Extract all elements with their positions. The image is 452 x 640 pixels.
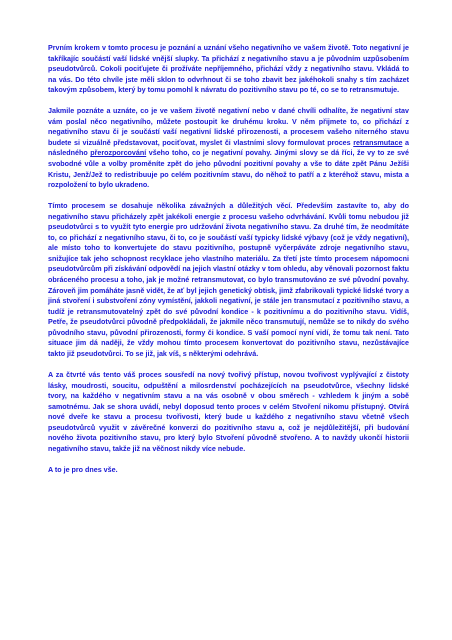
paragraph-2 (48, 106, 409, 190)
paragraph-1: Prvním krokem v tomto procesu je poznání a uznání všeho negativního ve vašem životě. Toto negativní je takříkajíc součástí vaší lidské vnější slupky. Ta přichází z negativního stavu a je původním uzpůsobením pseudotvůrců. Cokoli pociťujete či prožíváte nepříjemného, přichází vždy z negativního stavu. Vkládá to na vás. Do této chvíle jste měli sklon to odvrhnout či se toho zbavit bez jakéhokoli snahy s tím zacházet takovým způsobem, který by tomu pomohl k návratu do pozitivního stavu po té, co se to retransmutuje. (48, 44, 409, 95)
paragraph-3: Tímto procesem se dosahuje několika závažných a důležitých věcí. Především zastavíte to, aby do negativního stavu přicházely zpět jakékoli energie z procesu vašeho odvrhávání. Kvůli tomu nebudou již pseudotvůrci s to využít tyto energie pro udržování života negativního stavu. Za druhé tím, že neodmítáte to, co přichází z negativního stavu, či to, co je součástí vaší typicky lidské výbavy (což je vždy negativní), ale místo toho to konvertujete do stavu pozitivního, postupně vyčerpáváte zdroje negativního stavu, snižujíce tak jeho schopnost recyklace jeho vlastního materiálu. Za třetí jste tímto procesem nápomocni pseudotvůrcům při získávání odpovědí na jejich vlastní otázky v tom ohledu, aby věnovali pozornost faktu obráceného procesu a toho, jak je možné retransmutovat, co bylo transmutováno ze své původní povahy. Zároveň jim pomáháte jasně vidět, že ať byl jejich genetický obtisk, jimž zfabrikovali typické lidské tvory a jiná stvoření i substvoření zóny vymístění, jakkoli negativní, je stále jen transmutací z pozitivního stavu, a tudíž je retransmutovatelný zpět do své původní kondice - k pozitivnímu a do pozitivního stavu. Vidíš, Petře, že pseudotvůrci původně předpokládali, že jakmile něco transmutují, nemůže se to nikdy do svého původního stavu, původní přirozenosti, formy či kondice. S vaší pomocí nyní vidí, že tomu tak není. Tato situace jim dá naději, že vždy mohou tímto procesem konvertovat do pozitivního stavu, nezůstávajíce takto již pseudotvůrci. To se již, jak víš, s některými odehrává. (48, 202, 409, 358)
paragraph-5: A to je pro dnes vše. (48, 465, 118, 474)
paragraph-2-part-3: všeho toho, co je negativní povahy. Jinými slovy se dá říci, že vy to ze své svobodné vůle a volby proměníte zpět do jeho původní pozitivní povahy a vše to dáte zpět Pánu Ježíši Kristu, Jenž/Jež to redistribuuje po celém pozitivním stavu, do něhož to patří a z kteréhož stavu, mista a rozpoložení to bylo ukradeno. (48, 149, 409, 190)
underlined-word-retransmutace: retransmutace (353, 138, 403, 147)
underlined-word-prerozporcovani: přerozporcování (90, 149, 147, 158)
paragraph-2-part-2: a následného (48, 138, 409, 158)
document-body (48, 43, 409, 486)
paragraph-4: A za čtvrté vás tento váš proces sousředí na nový tvořivý přístup, novou tvořivost vyplývající z čistoty lásky, moudrosti, soucitu, odpuštění a milosrdenství pocházejících na pseudotvůrce, všechny lidské tvory, na každého v negativním stavu a na vás osobně v obou směrech - vzhledem k jiným a sobě samotnému. Jak se shora uvádí, nebyl doposud tento proces v celém Stvoření nikomu přístupný. Otvírá nové dveře ke stavu a procesu tvořivosti, který bude u každého z negativního stavu včetně všech pseudotvůrců využit v závěrečné konverzi do pozitivního stavu a, což je nejdůležitější, při budování nového života pozitivního stavu, pro který bylo Stvoření původně stvořeno. A to navždy ukončí historii negativního stavu, takže již na věčnost nikdy více nebude. (48, 370, 409, 453)
paragraph-2-part-1: Jakmile poznáte a uznáte, co je ve vašem životě negativní nebo v dané chvíli odhalíte, že negativní stav vám poslal něco negativního, můžete postoupit ke druhému kroku. V něm přijmete to, co přichází z negativního stavu či je součástí vaší negativní lidské přirozenosti, a procesem vašeho niterného stavu budete si vizuálně představovat, pociťovat, myslet či vlastními slovy formulovat proces (48, 107, 409, 147)
